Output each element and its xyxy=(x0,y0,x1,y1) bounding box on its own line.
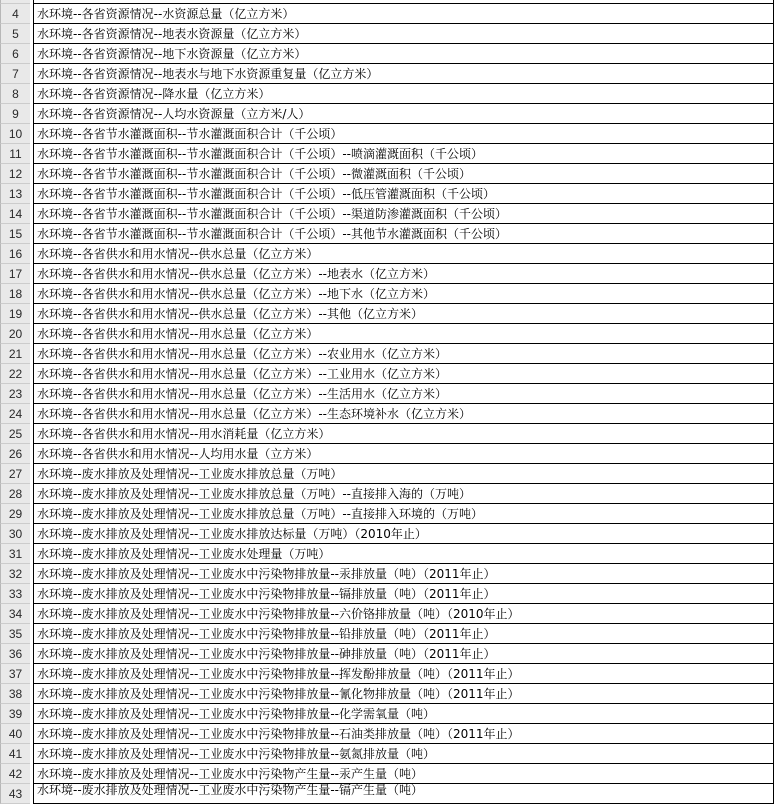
table-row xyxy=(0,704,779,724)
table-row xyxy=(0,664,779,684)
table-row xyxy=(0,644,779,664)
table-row xyxy=(0,24,779,44)
row-number-cell[interactable]: 31 xyxy=(0,544,30,564)
row-number-cell[interactable]: 10 xyxy=(0,124,30,144)
row-text-cell[interactable]: 水环境--各省资源情况--降水量（亿立方米） xyxy=(33,84,774,104)
row-number-cell[interactable]: 12 xyxy=(0,164,30,184)
row-number-cell[interactable]: 39 xyxy=(0,704,30,724)
row-text-cell[interactable]: 水环境--各省供水和用水情况--用水总量（亿立方米）--生活用水（亿立方米） xyxy=(33,384,774,404)
row-text-cell[interactable]: 水环境--各省资源情况--地下水资源量（亿立方米） xyxy=(33,44,774,64)
row-number-cell[interactable]: 29 xyxy=(0,504,30,524)
table-row xyxy=(0,564,779,584)
table-row xyxy=(0,724,779,744)
row-text-cell[interactable]: 水环境--废水排放及处理情况--工业废水中污染物排放量--石油类排放量（吨）（2011年止） xyxy=(33,724,774,744)
row-number-cell[interactable]: 16 xyxy=(0,244,30,264)
row-number-cell[interactable]: 43 xyxy=(0,784,30,804)
row-number-cell[interactable]: 7 xyxy=(0,64,30,84)
row-text-cell[interactable]: 水环境--废水排放及处理情况--工业废水排放达标量（万吨）（2010年止） xyxy=(33,524,774,544)
row-number-cell[interactable]: 14 xyxy=(0,204,30,224)
table-row xyxy=(0,324,779,344)
row-number-cell[interactable]: 22 xyxy=(0,364,30,384)
row-text-cell[interactable]: 水环境--各省供水和用水情况--人均用水量（立方米） xyxy=(33,444,774,464)
row-text-cell[interactable]: 水环境--废水排放及处理情况--工业废水中污染物排放量--氨氮排放量（吨） xyxy=(33,744,774,764)
row-text-cell[interactable]: 水环境--各省节水灌溉面积--节水灌溉面积合计（千公顷）--微灌溉面积（千公顷） xyxy=(33,164,774,184)
table-row xyxy=(0,744,779,764)
table-row xyxy=(0,424,779,444)
row-text-cell[interactable]: 水环境--废水排放及处理情况--工业废水中污染物排放量--汞排放量（吨）（2011年止） xyxy=(33,564,774,584)
row-number-cell[interactable]: 26 xyxy=(0,444,30,464)
table-row xyxy=(0,44,779,64)
row-text-cell[interactable]: 水环境--各省资源情况--地表水资源量（亿立方米） xyxy=(33,24,774,44)
row-text-cell[interactable]: 水环境--各省节水灌溉面积--节水灌溉面积合计（千公顷）--渠道防渗灌溉面积（千公顷） xyxy=(33,204,774,224)
table-row xyxy=(0,204,779,224)
table-row xyxy=(0,164,779,184)
row-number-cell[interactable]: 17 xyxy=(0,264,30,284)
row-number-cell[interactable]: 23 xyxy=(0,384,30,404)
row-number-cell[interactable]: 18 xyxy=(0,284,30,304)
row-number-cell[interactable]: 11 xyxy=(0,144,30,164)
row-text-cell[interactable]: 水环境--废水排放及处理情况--工业废水处理量（万吨） xyxy=(33,544,774,564)
table-row xyxy=(0,544,779,564)
row-text-cell[interactable]: 水环境--废水排放及处理情况--工业废水中污染物排放量--镉排放量（吨）（2011年止） xyxy=(33,584,774,604)
row-number-cell[interactable]: 8 xyxy=(0,84,30,104)
table-row xyxy=(0,4,779,24)
table-row xyxy=(0,184,779,204)
row-text-cell[interactable]: 水环境--废水排放及处理情况--工业废水中污染物排放量--砷排放量（吨）（2011年止） xyxy=(33,644,774,664)
row-text-cell[interactable]: 水环境--各省节水灌溉面积--节水灌溉面积合计（千公顷） xyxy=(33,124,774,144)
table-row xyxy=(0,244,779,264)
row-text-cell[interactable]: 水环境--废水排放及处理情况--工业废水中污染物排放量--挥发酚排放量（吨）（2011年止） xyxy=(33,664,774,684)
row-text-cell[interactable]: 水环境--各省供水和用水情况--用水消耗量（亿立方米） xyxy=(33,424,774,444)
row-text-cell[interactable]: 水环境--废水排放及处理情况--工业废水中污染物排放量--氰化物排放量（吨）（2011年止） xyxy=(33,684,774,704)
table-row xyxy=(0,464,779,484)
row-number-cell[interactable]: 24 xyxy=(0,404,30,424)
row-text-cell[interactable]: 水环境--废水排放及处理情况--工业废水中污染物排放量--化学需氧量（吨） xyxy=(33,704,774,724)
row-text-cell[interactable]: 水环境--废水排放及处理情况--工业废水排放总量（万吨） xyxy=(33,464,774,484)
table-row xyxy=(0,604,779,624)
row-text-cell[interactable]: 水环境--各省供水和用水情况--用水总量（亿立方米） xyxy=(33,324,774,344)
row-text-cell[interactable]: 水环境--各省供水和用水情况--用水总量（亿立方米）--工业用水（亿立方米） xyxy=(33,364,774,384)
row-number-cell[interactable]: 30 xyxy=(0,524,30,544)
table-row xyxy=(0,344,779,364)
row-text-cell[interactable]: 水环境--废水排放及处理情况--工业废水中污染物产生量--镉产生量（吨） xyxy=(33,784,774,804)
table-row xyxy=(0,624,779,644)
row-text-cell[interactable]: 水环境--各省资源情况--人均水资源量（立方米/人） xyxy=(33,104,774,124)
row-number-cell[interactable]: 19 xyxy=(0,304,30,324)
row-number-cell[interactable]: 37 xyxy=(0,664,30,684)
table-row xyxy=(0,484,779,504)
table-row xyxy=(0,384,779,404)
row-text-cell[interactable]: 水环境--废水排放及处理情况--工业废水排放总量（万吨）--直接排入海的（万吨） xyxy=(33,484,774,504)
table-row xyxy=(0,284,779,304)
table-row xyxy=(0,104,779,124)
row-number-cell[interactable]: 38 xyxy=(0,684,30,704)
row-text-cell[interactable]: 水环境--各省供水和用水情况--供水总量（亿立方米）--地下水（亿立方米） xyxy=(33,284,774,304)
row-text-cell[interactable]: 水环境--各省供水和用水情况--用水总量（亿立方米）--农业用水（亿立方米） xyxy=(33,344,774,364)
table-row xyxy=(0,224,779,244)
table-row xyxy=(0,144,779,164)
table-row xyxy=(0,684,779,704)
row-text-cell[interactable]: 水环境--各省供水和用水情况--供水总量（亿立方米）--其他（亿立方米） xyxy=(33,304,774,324)
row-text-cell[interactable]: 水环境--各省节水灌溉面积--节水灌溉面积合计（千公顷）--低压管灌溉面积（千公顷） xyxy=(33,184,774,204)
row-text-cell[interactable]: 水环境--废水排放及处理情况--工业废水排放总量（万吨）--直接排入环境的（万吨） xyxy=(33,504,774,524)
row-number-cell[interactable]: 36 xyxy=(0,644,30,664)
row-text-cell[interactable]: 水环境--各省供水和用水情况--供水总量（亿立方米）--地表水（亿立方米） xyxy=(33,264,774,284)
table-row xyxy=(0,64,779,84)
row-number-cell[interactable]: 5 xyxy=(0,24,30,44)
table-row xyxy=(0,84,779,104)
row-number-cell[interactable]: 33 xyxy=(0,584,30,604)
row-number-cell[interactable]: 32 xyxy=(0,564,30,584)
row-number-cell[interactable]: 42 xyxy=(0,764,30,784)
row-text-cell[interactable]: 水环境--各省节水灌溉面积--节水灌溉面积合计（千公顷）--喷滴灌溉面积（千公顷） xyxy=(33,144,774,164)
row-number-cell[interactable]: 13 xyxy=(0,184,30,204)
row-text-cell[interactable]: 水环境--废水排放及处理情况--工业废水中污染物排放量--六价铬排放量（吨）（2010年止） xyxy=(33,604,774,624)
row-text-cell[interactable]: 水环境--各省供水和用水情况--供水总量（亿立方米） xyxy=(33,244,774,264)
row-text-cell[interactable]: 水环境--各省节水灌溉面积--节水灌溉面积合计（千公顷）--其他节水灌溉面积（千公顷） xyxy=(33,224,774,244)
row-number-cell[interactable]: 34 xyxy=(0,604,30,624)
row-number-cell[interactable]: 9 xyxy=(0,104,30,124)
row-number-cell[interactable]: 6 xyxy=(0,44,30,64)
table-row xyxy=(0,264,779,284)
row-number-cell[interactable]: 35 xyxy=(0,624,30,644)
row-number-cell[interactable]: 40 xyxy=(0,724,30,744)
table-row xyxy=(0,404,779,424)
row-number-cell[interactable]: 28 xyxy=(0,484,30,504)
table-row xyxy=(0,764,779,784)
row-text-cell[interactable]: 水环境--废水排放及处理情况--工业废水中污染物产生量--汞产生量（吨） xyxy=(33,764,774,784)
table-row xyxy=(0,304,779,324)
row-text-cell[interactable]: 水环境--废水排放及处理情况--工业废水中污染物排放量--铅排放量（吨）（2011年止） xyxy=(33,624,774,644)
table-row xyxy=(0,524,779,544)
table-row xyxy=(0,504,779,524)
row-text-cell[interactable]: 水环境--各省供水和用水情况--用水总量（亿立方米）--生态环境补水（亿立方米） xyxy=(33,404,774,424)
row-number-cell[interactable]: 20 xyxy=(0,324,30,344)
table-row xyxy=(0,784,779,804)
row-number-cell[interactable]: 21 xyxy=(0,344,30,364)
table-row xyxy=(0,364,779,384)
row-number-cell[interactable]: 41 xyxy=(0,744,30,764)
table-row xyxy=(0,444,779,464)
row-number-cell[interactable]: 15 xyxy=(0,224,30,244)
row-number-cell[interactable]: 27 xyxy=(0,464,30,484)
row-number-cell[interactable]: 4 xyxy=(0,4,30,24)
table-row xyxy=(0,584,779,604)
table-row xyxy=(0,124,779,144)
row-text-cell[interactable]: 水环境--各省资源情况--水资源总量（亿立方米） xyxy=(33,4,774,24)
row-text-cell[interactable]: 水环境--各省资源情况--地表水与地下水资源重复量（亿立方米） xyxy=(33,64,774,84)
row-number-cell[interactable]: 25 xyxy=(0,424,30,444)
